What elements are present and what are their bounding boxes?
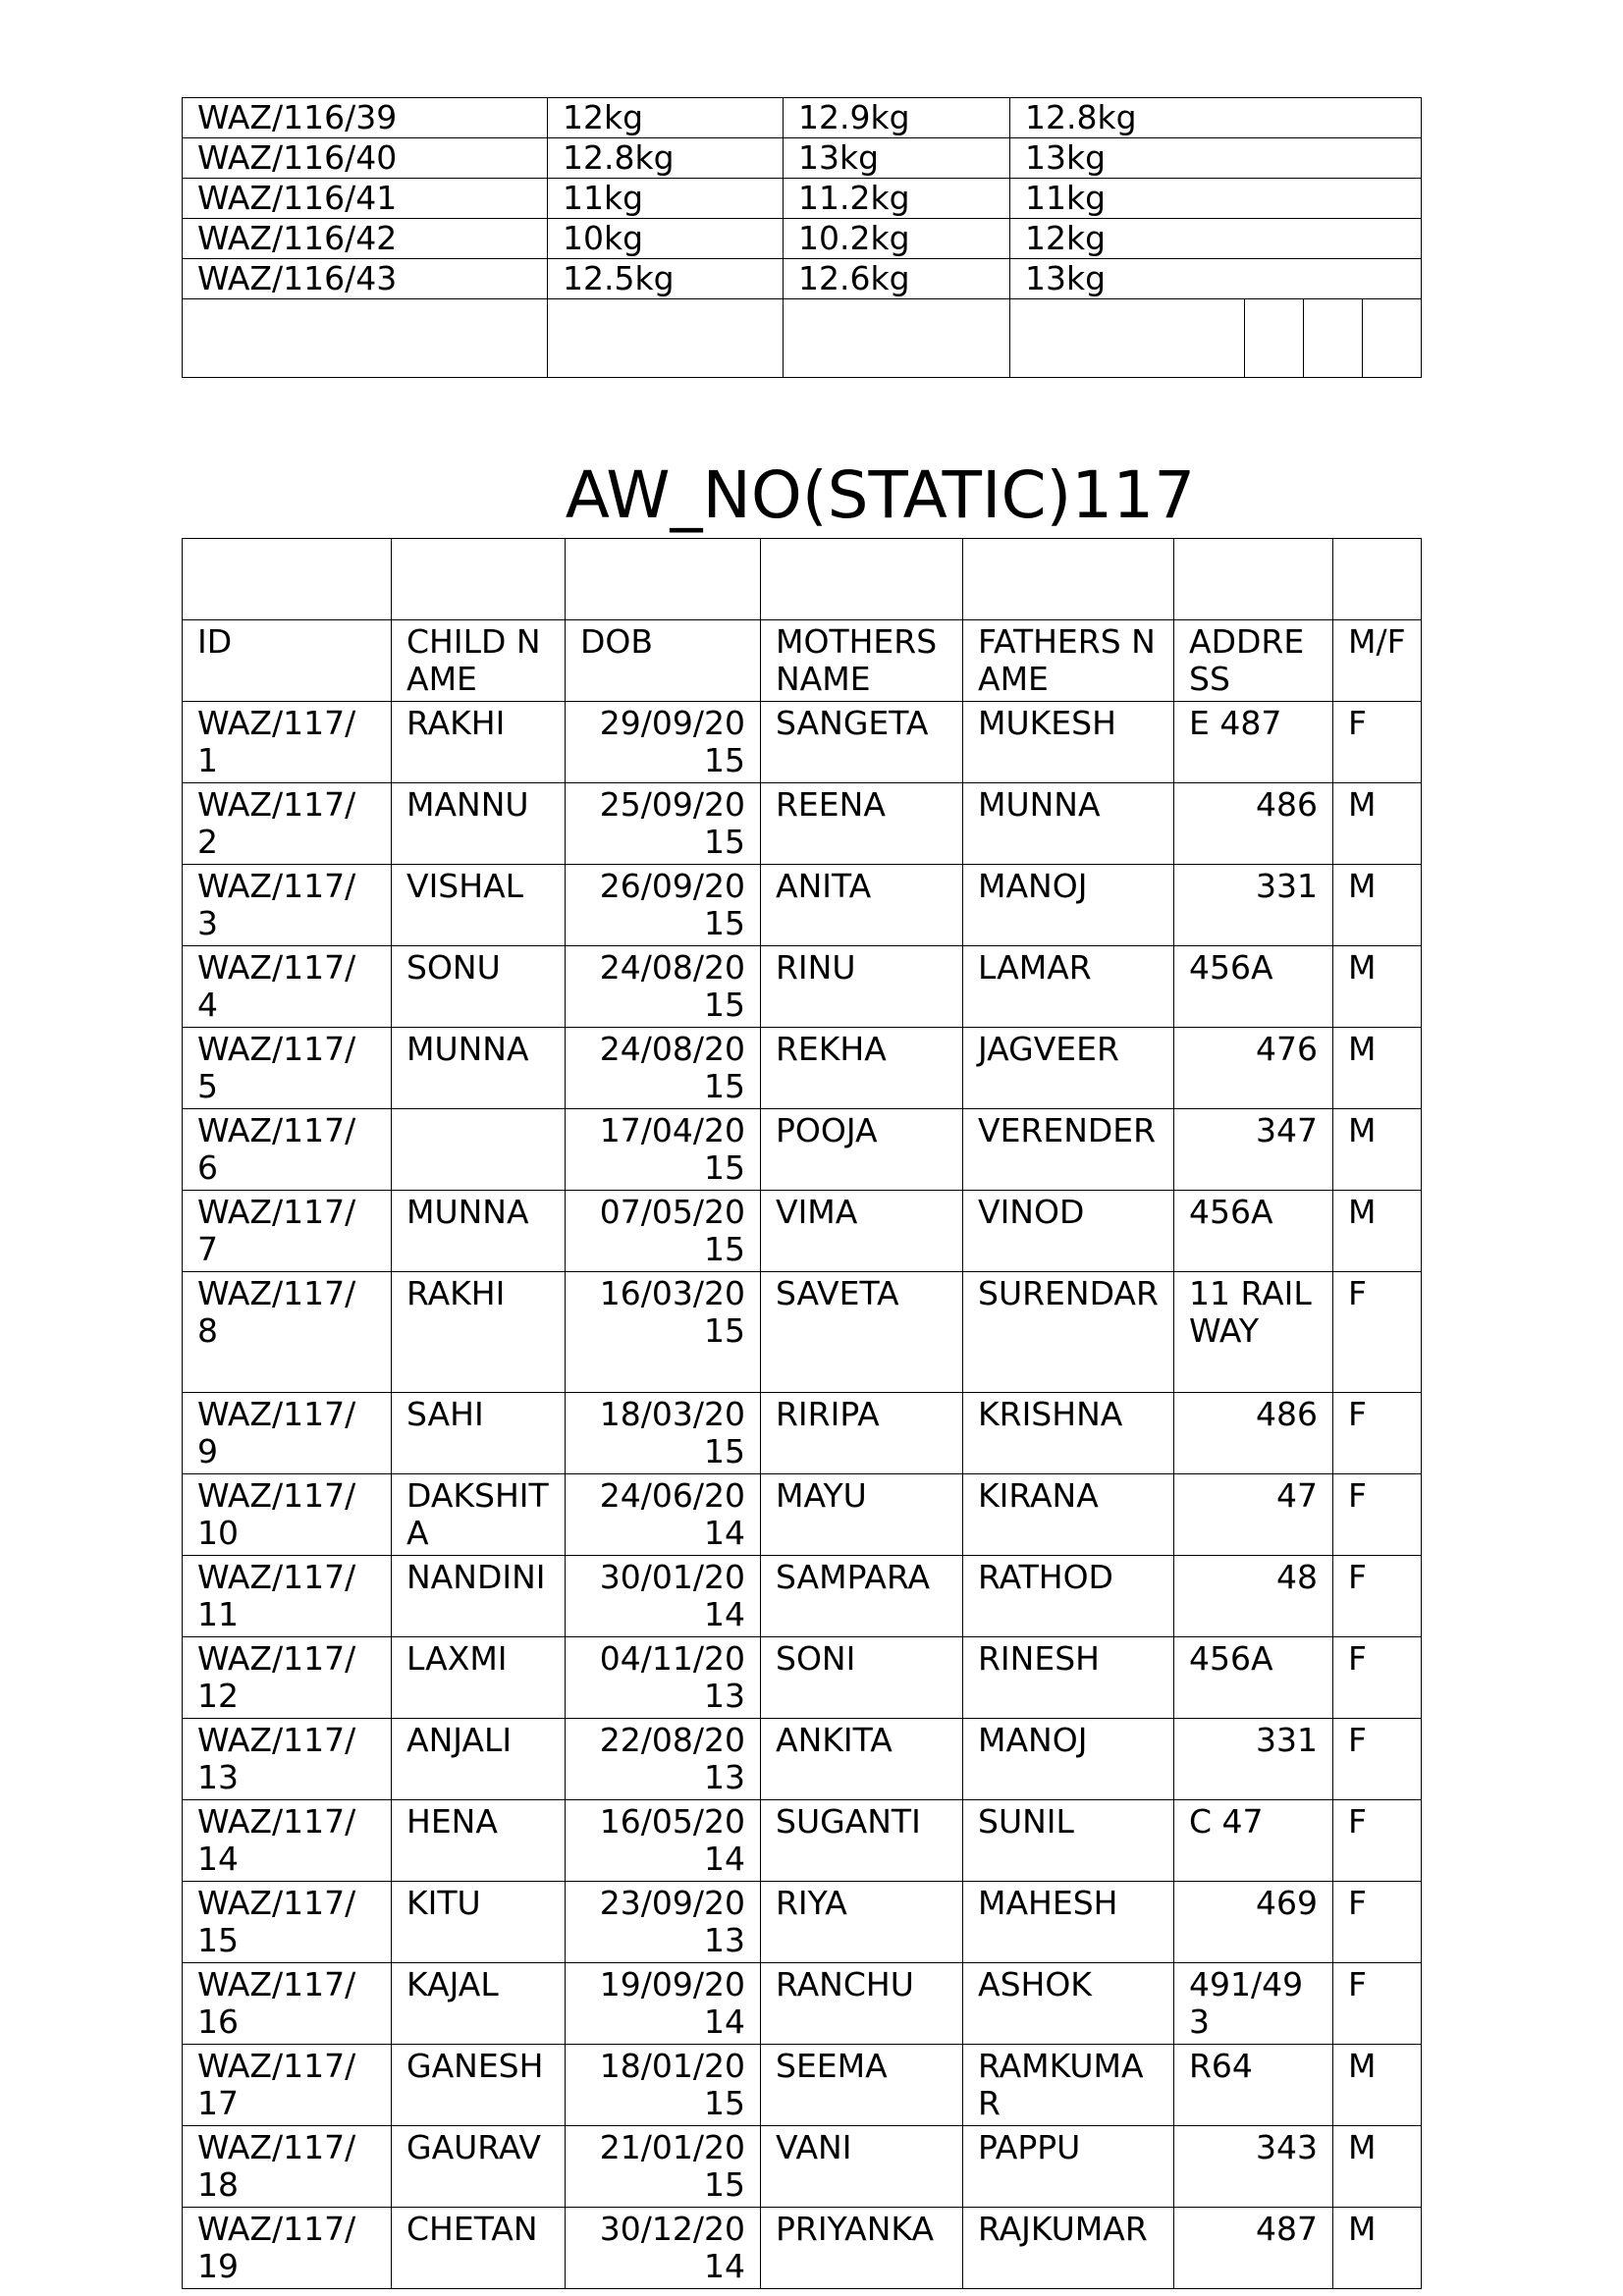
weight-cell: 10kg: [548, 219, 784, 259]
table-cell: [1010, 299, 1245, 378]
table-cell: [183, 539, 392, 620]
address-cell: 491/493: [1174, 1963, 1333, 2045]
father-name-cell: VINOD: [963, 1191, 1174, 1272]
table-row: [183, 1028, 1422, 1109]
sex-cell: F: [1333, 1719, 1422, 1800]
child-id-cell: WAZ/117/7: [183, 1191, 392, 1272]
table-cell: [963, 539, 1174, 620]
table-row: [183, 702, 1422, 783]
table-row: [183, 1272, 1422, 1393]
dob-cell: 30/12/2014: [566, 2208, 761, 2289]
child-name-cell: VISHAL: [392, 865, 566, 946]
child-name-cell: MUNNA: [392, 1028, 566, 1109]
weight-cell: 10.2kg: [784, 219, 1010, 259]
children-table: [182, 538, 1422, 2289]
dob-cell: 21/01/2015: [566, 2126, 761, 2208]
child-name-cell: NANDINI: [392, 1556, 566, 1637]
sex-cell: F: [1333, 1474, 1422, 1556]
header-sex: M/F: [1333, 620, 1422, 702]
dob-cell: 16/03/2015: [566, 1272, 761, 1393]
mother-name-cell: PRIYANKA: [761, 2208, 963, 2289]
child-name-cell: SAHI: [392, 1393, 566, 1474]
child-name-cell: LAXMI: [392, 1637, 566, 1719]
dob-cell: 26/09/2015: [566, 865, 761, 946]
address-cell: R64: [1174, 2045, 1333, 2126]
dob-cell: 07/05/2015: [566, 1191, 761, 1272]
table-row: [183, 1800, 1422, 1882]
father-name-cell: RATHOD: [963, 1556, 1174, 1637]
father-name-cell: RINESH: [963, 1637, 1174, 1719]
table-row: [183, 2045, 1422, 2126]
address-cell: 469: [1174, 1882, 1333, 1963]
child-id-cell: WAZ/117/13: [183, 1719, 392, 1800]
sex-cell: F: [1333, 1882, 1422, 1963]
address-cell: 47: [1174, 1474, 1333, 1556]
father-name-cell: SUNIL: [963, 1800, 1174, 1882]
weights-table: [182, 97, 1422, 378]
address-cell: 11 RAILWAY: [1174, 1272, 1333, 1393]
mother-name-cell: REKHA: [761, 1028, 963, 1109]
address-cell: 456A: [1174, 1637, 1333, 1719]
mother-name-cell: ANKITA: [761, 1719, 963, 1800]
child-id-cell: WAZ/117/14: [183, 1800, 392, 1882]
mother-name-cell: REENA: [761, 783, 963, 865]
weight-cell: 13kg: [1010, 138, 1422, 179]
sex-cell: M: [1333, 2045, 1422, 2126]
weight-cell: 12kg: [548, 98, 784, 138]
table-row: [183, 2208, 1422, 2289]
address-cell: 343: [1174, 2126, 1333, 2208]
table-row: [183, 179, 1422, 219]
weight-id-cell: WAZ/116/42: [183, 219, 548, 259]
weight-id-cell: WAZ/116/41: [183, 179, 548, 219]
sex-cell: M: [1333, 1028, 1422, 1109]
weight-cell: 11.2kg: [784, 179, 1010, 219]
weight-cell: 11kg: [548, 179, 784, 219]
father-name-cell: JAGVEER: [963, 1028, 1174, 1109]
header-mothers-name: MOTHERS NAME: [761, 620, 963, 702]
sex-cell: M: [1333, 2126, 1422, 2208]
sex-cell: M: [1333, 1109, 1422, 1191]
weight-cell: 12.5kg: [548, 259, 784, 299]
father-name-cell: MUNNA: [963, 783, 1174, 865]
sex-cell: F: [1333, 702, 1422, 783]
child-name-cell: RAKHI: [392, 1272, 566, 1393]
address-cell: E 487: [1174, 702, 1333, 783]
child-name-cell: SONU: [392, 946, 566, 1028]
mother-name-cell: SAVETA: [761, 1272, 963, 1393]
sex-cell: F: [1333, 1556, 1422, 1637]
dob-cell: 24/08/2015: [566, 946, 761, 1028]
header-dob: DOB: [566, 620, 761, 702]
mother-name-cell: MAYU: [761, 1474, 963, 1556]
mother-name-cell: SEEMA: [761, 2045, 963, 2126]
child-name-cell: HENA: [392, 1800, 566, 1882]
father-name-cell: KIRANA: [963, 1474, 1174, 1556]
address-cell: 331: [1174, 865, 1333, 946]
child-id-cell: WAZ/117/5: [183, 1028, 392, 1109]
dob-cell: 19/09/2014: [566, 1963, 761, 2045]
child-name-cell: KITU: [392, 1882, 566, 1963]
weight-cell: 12.6kg: [784, 259, 1010, 299]
father-name-cell: PAPPU: [963, 2126, 1174, 2208]
child-name-cell: GANESH: [392, 2045, 566, 2126]
child-id-cell: WAZ/117/4: [183, 946, 392, 1028]
mother-name-cell: VIMA: [761, 1191, 963, 1272]
table-row: [183, 1393, 1422, 1474]
table-row: [183, 946, 1422, 1028]
child-name-cell: ANJALI: [392, 1719, 566, 1800]
dob-cell: 29/09/2015: [566, 702, 761, 783]
father-name-cell: MUKESH: [963, 702, 1174, 783]
father-name-cell: ASHOK: [963, 1963, 1174, 2045]
weight-id-cell: WAZ/116/40: [183, 138, 548, 179]
weight-cell: 11kg: [1010, 179, 1422, 219]
child-id-cell: WAZ/117/9: [183, 1393, 392, 1474]
table-row: [183, 865, 1422, 946]
address-cell: 347: [1174, 1109, 1333, 1191]
address-cell: 487: [1174, 2208, 1333, 2289]
mother-name-cell: VANI: [761, 2126, 963, 2208]
sex-cell: M: [1333, 865, 1422, 946]
dob-cell: 25/09/2015: [566, 783, 761, 865]
dob-cell: 30/01/2014: [566, 1556, 761, 1637]
father-name-cell: RAMKUMAR: [963, 2045, 1174, 2126]
address-cell: 486: [1174, 1393, 1333, 1474]
table-cell: [566, 539, 761, 620]
child-id-cell: WAZ/117/1: [183, 702, 392, 783]
child-id-cell: WAZ/117/8: [183, 1272, 392, 1393]
child-id-cell: WAZ/117/17: [183, 2045, 392, 2126]
child-id-cell: WAZ/117/2: [183, 783, 392, 865]
child-id-cell: WAZ/117/15: [183, 1882, 392, 1963]
table-cell: [1304, 299, 1363, 378]
mother-name-cell: SANGETA: [761, 702, 963, 783]
dob-cell: 04/11/2013: [566, 1637, 761, 1719]
dob-cell: 16/05/2014: [566, 1800, 761, 1882]
table-cell: [1363, 299, 1422, 378]
table-row: [183, 1109, 1422, 1191]
table-row: [183, 2126, 1422, 2208]
address-cell: C 47: [1174, 1800, 1333, 1882]
weight-cell: 12kg: [1010, 219, 1422, 259]
weight-id-cell: WAZ/116/39: [183, 98, 548, 138]
header-child-name: CHILD NAME: [392, 620, 566, 702]
page-title: AW_NO(STATIC)117: [565, 457, 1196, 533]
header-address: ADDRESS: [1174, 620, 1333, 702]
dob-cell: 18/01/2015: [566, 2045, 761, 2126]
sex-cell: M: [1333, 783, 1422, 865]
weight-cell: 13kg: [1010, 259, 1422, 299]
weight-cell: 12.8kg: [1010, 98, 1422, 138]
table-row: [183, 138, 1422, 179]
mother-name-cell: SUGANTI: [761, 1800, 963, 1882]
address-cell: 456A: [1174, 1191, 1333, 1272]
table-cell: [183, 299, 548, 378]
father-name-cell: LAMAR: [963, 946, 1174, 1028]
table-row: [183, 1556, 1422, 1637]
father-name-cell: MANOJ: [963, 1719, 1174, 1800]
header-fathers-name: FATHERS NAME: [963, 620, 1174, 702]
table-row: [183, 1637, 1422, 1719]
mother-name-cell: RINU: [761, 946, 963, 1028]
children-table-blank-row: [183, 539, 1422, 620]
table-row: [183, 98, 1422, 138]
father-name-cell: VERENDER: [963, 1109, 1174, 1191]
sex-cell: F: [1333, 1637, 1422, 1719]
address-cell: 456A: [1174, 946, 1333, 1028]
mother-name-cell: SAMPARA: [761, 1556, 963, 1637]
dob-cell: 24/06/2014: [566, 1474, 761, 1556]
child-name-cell: KAJAL: [392, 1963, 566, 2045]
child-id-cell: WAZ/117/18: [183, 2126, 392, 2208]
children-table-body: [183, 539, 1422, 2289]
table-row: [183, 1191, 1422, 1272]
table-cell: [392, 539, 566, 620]
sex-cell: M: [1333, 2208, 1422, 2289]
child-name-cell: MANNU: [392, 783, 566, 865]
table-row: [183, 1719, 1422, 1800]
father-name-cell: KRISHNA: [963, 1393, 1174, 1474]
mother-name-cell: RIRIPA: [761, 1393, 963, 1474]
child-id-cell: WAZ/117/19: [183, 2208, 392, 2289]
weight-id-cell: WAZ/116/43: [183, 259, 548, 299]
father-name-cell: MAHESH: [963, 1882, 1174, 1963]
header-id: ID: [183, 620, 392, 702]
weight-cell: 12.8kg: [548, 138, 784, 179]
sex-cell: F: [1333, 1800, 1422, 1882]
dob-cell: 18/03/2015: [566, 1393, 761, 1474]
weights-table-body: [183, 98, 1422, 378]
child-name-cell: MUNNA: [392, 1191, 566, 1272]
weight-cell: 12.9kg: [784, 98, 1010, 138]
table-row: [183, 259, 1422, 299]
address-cell: 486: [1174, 783, 1333, 865]
table-row: [183, 1963, 1422, 2045]
child-name-cell: CHETAN: [392, 2208, 566, 2289]
child-id-cell: WAZ/117/12: [183, 1637, 392, 1719]
sex-cell: M: [1333, 1191, 1422, 1272]
weight-cell: 13kg: [784, 138, 1010, 179]
weights-table-blank-row: [183, 299, 1422, 378]
child-name-cell: [392, 1109, 566, 1191]
table-row: [183, 219, 1422, 259]
table-cell: [784, 299, 1010, 378]
dob-cell: 17/04/2015: [566, 1109, 761, 1191]
table-row: [183, 1882, 1422, 1963]
child-name-cell: RAKHI: [392, 702, 566, 783]
father-name-cell: SURENDAR: [963, 1272, 1174, 1393]
dob-cell: 22/08/2013: [566, 1719, 761, 1800]
address-cell: 331: [1174, 1719, 1333, 1800]
child-id-cell: WAZ/117/3: [183, 865, 392, 946]
table-cell: [1245, 299, 1304, 378]
child-id-cell: WAZ/117/10: [183, 1474, 392, 1556]
child-name-cell: GAURAV: [392, 2126, 566, 2208]
address-cell: 476: [1174, 1028, 1333, 1109]
dob-cell: 24/08/2015: [566, 1028, 761, 1109]
father-name-cell: MANOJ: [963, 865, 1174, 946]
child-name-cell: DAKSHITA: [392, 1474, 566, 1556]
table-cell: [761, 539, 963, 620]
mother-name-cell: SONI: [761, 1637, 963, 1719]
mother-name-cell: RIYA: [761, 1882, 963, 1963]
father-name-cell: RAJKUMAR: [963, 2208, 1174, 2289]
mother-name-cell: RANCHU: [761, 1963, 963, 2045]
mother-name-cell: ANITA: [761, 865, 963, 946]
child-id-cell: WAZ/117/11: [183, 1556, 392, 1637]
table-cell: [1174, 539, 1333, 620]
child-id-cell: WAZ/117/6: [183, 1109, 392, 1191]
children-table-header-row: [183, 620, 1422, 702]
sex-cell: F: [1333, 1393, 1422, 1474]
sex-cell: F: [1333, 1272, 1422, 1393]
table-row: [183, 1474, 1422, 1556]
child-id-cell: WAZ/117/16: [183, 1963, 392, 2045]
dob-cell: 23/09/2013: [566, 1882, 761, 1963]
address-cell: 48: [1174, 1556, 1333, 1637]
mother-name-cell: POOJA: [761, 1109, 963, 1191]
sex-cell: F: [1333, 1963, 1422, 2045]
table-cell: [548, 299, 784, 378]
table-cell: [1333, 539, 1422, 620]
table-row: [183, 783, 1422, 865]
sex-cell: M: [1333, 946, 1422, 1028]
